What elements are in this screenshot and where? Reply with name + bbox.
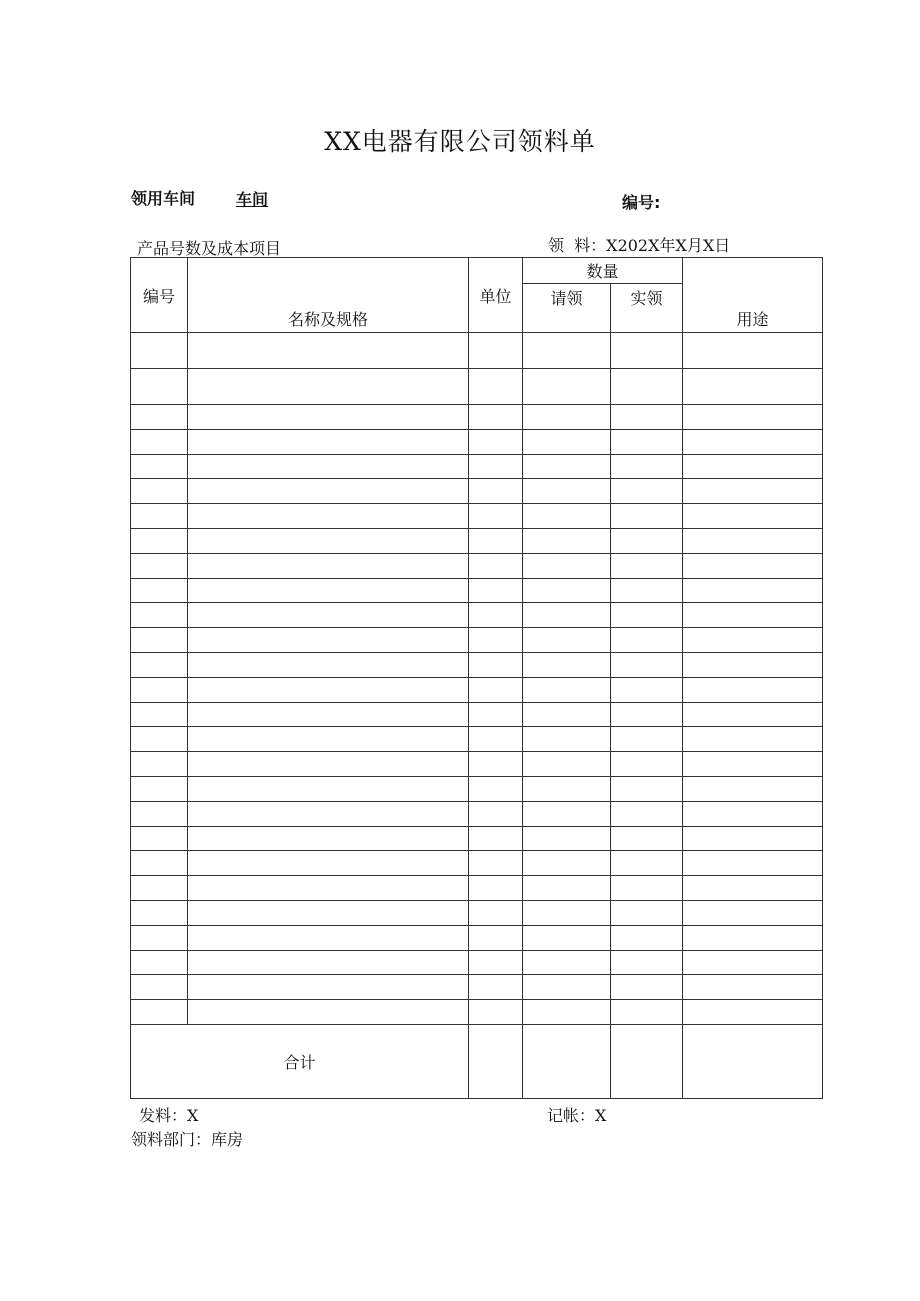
cell-unit[interactable]	[469, 801, 523, 826]
cell-actual[interactable]	[611, 369, 683, 405]
cell-purpose[interactable]	[683, 479, 823, 504]
cell-number[interactable]	[131, 333, 188, 369]
cell-unit[interactable]	[469, 504, 523, 529]
cell-unit[interactable]	[469, 702, 523, 727]
cell-purpose[interactable]	[683, 429, 823, 454]
cell-name-spec[interactable]	[188, 578, 469, 603]
cell-actual[interactable]	[611, 603, 683, 628]
cell-name-spec[interactable]	[188, 369, 469, 405]
table-row	[131, 727, 823, 752]
table-row	[131, 950, 823, 975]
cell-unit[interactable]	[469, 925, 523, 950]
cell-purpose[interactable]	[683, 801, 823, 826]
cell-number[interactable]	[131, 553, 188, 578]
table-row	[131, 333, 823, 369]
cell-actual[interactable]	[611, 801, 683, 826]
cell-purpose[interactable]	[683, 677, 823, 702]
cell-actual[interactable]	[611, 333, 683, 369]
workshop-value: 车间	[236, 190, 269, 209]
cell-unit[interactable]	[469, 677, 523, 702]
cell-purpose[interactable]	[683, 752, 823, 777]
table-row	[131, 603, 823, 628]
cell-purpose[interactable]	[683, 504, 823, 529]
cell-unit[interactable]	[469, 1000, 523, 1025]
cell-actual[interactable]	[611, 776, 683, 801]
cell-number[interactable]	[131, 851, 188, 876]
cell-unit[interactable]	[469, 652, 523, 677]
cell-unit[interactable]	[469, 950, 523, 975]
cell-unit[interactable]	[469, 553, 523, 578]
cell-actual[interactable]	[611, 677, 683, 702]
table-row	[131, 925, 823, 950]
cell-purpose[interactable]	[683, 454, 823, 479]
cell-actual[interactable]	[611, 429, 683, 454]
cell-requested[interactable]	[523, 553, 611, 578]
department-field: 领料部门：库房	[131, 1130, 244, 1149]
cell-purpose[interactable]	[683, 578, 823, 603]
bookkeeper-field: 记帐：X	[547, 1106, 607, 1125]
col-header-quantity: 数量	[523, 258, 683, 284]
cell-unit[interactable]	[469, 454, 523, 479]
total-requested[interactable]	[523, 1024, 611, 1098]
cell-purpose[interactable]	[683, 727, 823, 752]
cell-number[interactable]	[131, 1000, 188, 1025]
cell-name-spec[interactable]	[188, 975, 469, 1000]
cell-name-spec[interactable]	[188, 801, 469, 826]
col-header-purpose: 用途	[683, 258, 823, 333]
cell-unit[interactable]	[469, 727, 523, 752]
cell-actual[interactable]	[611, 752, 683, 777]
cell-unit[interactable]	[469, 900, 523, 925]
cell-number[interactable]	[131, 752, 188, 777]
cell-purpose[interactable]	[683, 333, 823, 369]
cell-requested[interactable]	[523, 369, 611, 405]
cell-name-spec[interactable]	[188, 333, 469, 369]
table-row	[131, 628, 823, 653]
cell-unit[interactable]	[469, 528, 523, 553]
cell-actual[interactable]	[611, 454, 683, 479]
cell-requested[interactable]	[523, 603, 611, 628]
cell-number[interactable]	[131, 429, 188, 454]
cell-purpose[interactable]	[683, 851, 823, 876]
cell-unit[interactable]	[469, 851, 523, 876]
table-row	[131, 752, 823, 777]
cell-actual[interactable]	[611, 851, 683, 876]
cell-unit[interactable]	[469, 975, 523, 1000]
total-label: 合计	[131, 1024, 469, 1098]
cell-requested[interactable]	[523, 677, 611, 702]
requisition-table	[130, 257, 823, 1099]
cell-requested[interactable]	[523, 628, 611, 653]
cell-actual[interactable]	[611, 628, 683, 653]
cell-purpose[interactable]	[683, 900, 823, 925]
cell-requested[interactable]	[523, 479, 611, 504]
cell-number[interactable]	[131, 677, 188, 702]
cell-name-spec[interactable]	[188, 405, 469, 430]
cell-purpose[interactable]	[683, 553, 823, 578]
cell-number[interactable]	[131, 727, 188, 752]
cell-name-spec[interactable]	[188, 553, 469, 578]
cell-unit[interactable]	[469, 429, 523, 454]
cell-name-spec[interactable]	[188, 677, 469, 702]
table-row	[131, 876, 823, 901]
table-row	[131, 975, 823, 1000]
cell-actual[interactable]	[611, 504, 683, 529]
total-purpose[interactable]	[683, 1024, 823, 1098]
cell-unit[interactable]	[469, 369, 523, 405]
cell-actual[interactable]	[611, 1000, 683, 1025]
cell-requested[interactable]	[523, 528, 611, 553]
table-row	[131, 528, 823, 553]
page-title: XX电器有限公司领料单	[324, 127, 596, 156]
table-row	[131, 652, 823, 677]
col-header-actual: 实领	[611, 284, 683, 333]
table-row	[131, 504, 823, 529]
cell-unit[interactable]	[469, 876, 523, 901]
cell-requested[interactable]	[523, 851, 611, 876]
cell-name-spec[interactable]	[188, 652, 469, 677]
table-row	[131, 1000, 823, 1025]
cell-purpose[interactable]	[683, 826, 823, 851]
cell-requested[interactable]	[523, 405, 611, 430]
cell-name-spec[interactable]	[188, 603, 469, 628]
cell-actual[interactable]	[611, 652, 683, 677]
cell-purpose[interactable]	[683, 369, 823, 405]
cell-number[interactable]	[131, 454, 188, 479]
cell-requested[interactable]	[523, 702, 611, 727]
cell-actual[interactable]	[611, 727, 683, 752]
total-row	[131, 1024, 823, 1098]
table-row	[131, 578, 823, 603]
cell-actual[interactable]	[611, 578, 683, 603]
cell-name-spec[interactable]	[188, 826, 469, 851]
cell-number[interactable]	[131, 876, 188, 901]
cell-purpose[interactable]	[683, 405, 823, 430]
cell-requested[interactable]	[523, 333, 611, 369]
cell-requested[interactable]	[523, 504, 611, 529]
cell-requested[interactable]	[523, 454, 611, 479]
cell-requested[interactable]	[523, 975, 611, 1000]
cell-number[interactable]	[131, 776, 188, 801]
cell-actual[interactable]	[611, 528, 683, 553]
cell-name-spec[interactable]	[188, 479, 469, 504]
col-header-name-spec: 名称及规格	[188, 258, 469, 333]
cell-unit[interactable]	[469, 333, 523, 369]
cell-name-spec[interactable]	[188, 1000, 469, 1025]
cell-actual[interactable]	[611, 925, 683, 950]
cell-requested[interactable]	[523, 1000, 611, 1025]
cell-purpose[interactable]	[683, 950, 823, 975]
cell-unit[interactable]	[469, 752, 523, 777]
cell-actual[interactable]	[611, 405, 683, 430]
cell-name-spec[interactable]	[188, 528, 469, 553]
cell-purpose[interactable]	[683, 776, 823, 801]
table-row	[131, 776, 823, 801]
cell-requested[interactable]	[523, 578, 611, 603]
cell-actual[interactable]	[611, 950, 683, 975]
cell-purpose[interactable]	[683, 702, 823, 727]
cell-unit[interactable]	[469, 826, 523, 851]
cell-number[interactable]	[131, 702, 188, 727]
cell-unit[interactable]	[469, 628, 523, 653]
cell-unit[interactable]	[469, 578, 523, 603]
cell-name-spec[interactable]	[188, 851, 469, 876]
cell-purpose[interactable]	[683, 628, 823, 653]
cell-purpose[interactable]	[683, 652, 823, 677]
cell-purpose[interactable]	[683, 876, 823, 901]
table-row	[131, 479, 823, 504]
cell-number[interactable]	[131, 950, 188, 975]
cell-number[interactable]	[131, 528, 188, 553]
cell-number[interactable]	[131, 578, 188, 603]
cell-requested[interactable]	[523, 727, 611, 752]
cell-name-spec[interactable]	[188, 925, 469, 950]
col-header-unit: 单位	[469, 258, 523, 333]
table-row	[131, 405, 823, 430]
cell-requested[interactable]	[523, 776, 611, 801]
col-header-number: 编号	[131, 258, 188, 333]
cell-number[interactable]	[131, 369, 188, 405]
cell-requested[interactable]	[523, 900, 611, 925]
cell-actual[interactable]	[611, 975, 683, 1000]
cell-purpose[interactable]	[683, 1000, 823, 1025]
table-row	[131, 801, 823, 826]
cell-name-spec[interactable]	[188, 876, 469, 901]
cell-unit[interactable]	[469, 405, 523, 430]
cell-actual[interactable]	[611, 876, 683, 901]
cell-requested[interactable]	[523, 826, 611, 851]
cell-name-spec[interactable]	[188, 752, 469, 777]
cell-name-spec[interactable]	[188, 454, 469, 479]
table-row	[131, 677, 823, 702]
issuer-field: 发料：X	[139, 1106, 199, 1125]
cell-actual[interactable]	[611, 702, 683, 727]
form-number-label: 编号:	[622, 193, 661, 212]
cell-purpose[interactable]	[683, 925, 823, 950]
cell-name-spec[interactable]	[188, 727, 469, 752]
table-row	[131, 702, 823, 727]
cell-number[interactable]	[131, 652, 188, 677]
cell-unit[interactable]	[469, 479, 523, 504]
cell-actual[interactable]	[611, 479, 683, 504]
table-row	[131, 851, 823, 876]
cell-name-spec[interactable]	[188, 950, 469, 975]
cell-name-spec[interactable]	[188, 702, 469, 727]
table-row	[131, 454, 823, 479]
table-row	[131, 553, 823, 578]
table-row	[131, 826, 823, 851]
cell-requested[interactable]	[523, 652, 611, 677]
cell-number[interactable]	[131, 975, 188, 1000]
cell-name-spec[interactable]	[188, 900, 469, 925]
cell-actual[interactable]	[611, 553, 683, 578]
cell-requested[interactable]	[523, 752, 611, 777]
cell-number[interactable]	[131, 826, 188, 851]
cell-purpose[interactable]	[683, 528, 823, 553]
cell-number[interactable]	[131, 628, 188, 653]
cell-actual[interactable]	[611, 900, 683, 925]
cell-number[interactable]	[131, 801, 188, 826]
cell-unit[interactable]	[469, 603, 523, 628]
col-header-requested: 请领	[523, 284, 611, 333]
cell-name-spec[interactable]	[188, 628, 469, 653]
cell-number[interactable]	[131, 405, 188, 430]
cell-number[interactable]	[131, 504, 188, 529]
cell-requested[interactable]	[523, 925, 611, 950]
cell-actual[interactable]	[611, 826, 683, 851]
requisition-date: 领 料：X202X年X月X日	[548, 236, 731, 255]
cell-unit[interactable]	[469, 776, 523, 801]
total-unit[interactable]	[469, 1024, 523, 1098]
cell-requested[interactable]	[523, 801, 611, 826]
total-actual[interactable]	[611, 1024, 683, 1098]
cell-requested[interactable]	[523, 429, 611, 454]
table-row	[131, 369, 823, 405]
table-row	[131, 900, 823, 925]
cell-number[interactable]	[131, 603, 188, 628]
cell-name-spec[interactable]	[188, 429, 469, 454]
cell-number[interactable]	[131, 925, 188, 950]
cell-name-spec[interactable]	[188, 776, 469, 801]
cell-number[interactable]	[131, 479, 188, 504]
cell-purpose[interactable]	[683, 975, 823, 1000]
cell-purpose[interactable]	[683, 603, 823, 628]
workshop-label: 领用车间	[131, 189, 196, 208]
cell-name-spec[interactable]	[188, 504, 469, 529]
cell-requested[interactable]	[523, 876, 611, 901]
product-cost-label: 产品号数及成本项目	[137, 239, 282, 258]
cell-number[interactable]	[131, 900, 188, 925]
table-row	[131, 429, 823, 454]
cell-requested[interactable]	[523, 950, 611, 975]
